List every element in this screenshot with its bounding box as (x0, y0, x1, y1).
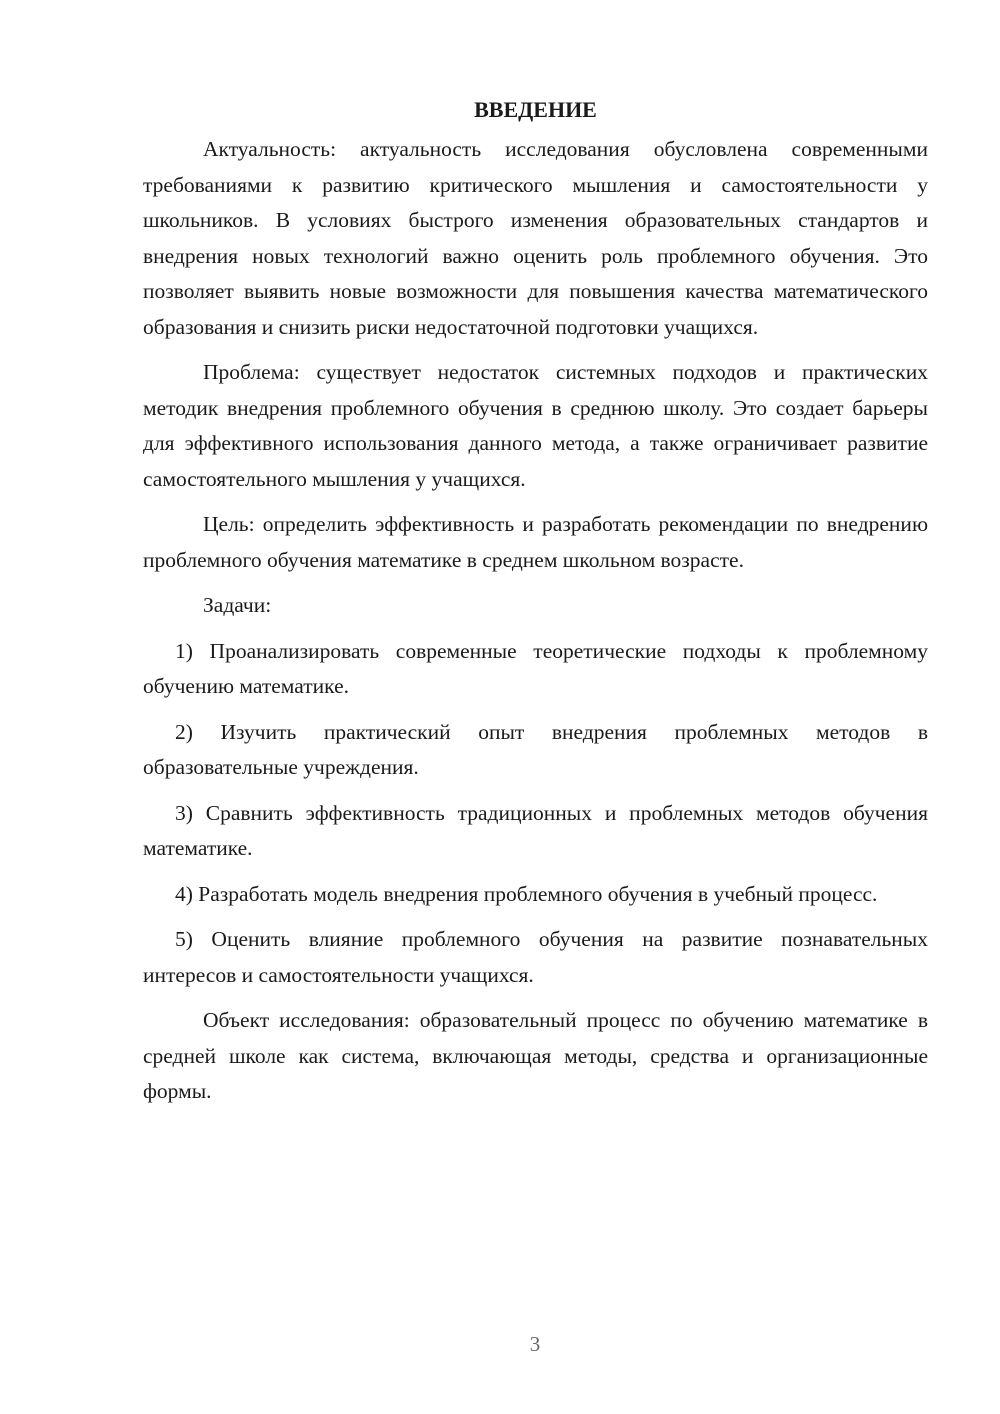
task-item: 1) Проанализировать современные теоретические подходы к проблемному обучению математике. (143, 638, 928, 698)
relevance-paragraph: Актуальность: актуальность исследования обусловлена современными требованиями к развитию критического мышления и самостоятельности у школьников. В условиях быстрого изменения образовательных стандартов и внедрения новых технологий важно оценить роль проблемного обучения. Это позволяет выявить новые возможности для повышения качества математического образования и снизить риски недостаточной подготовки учащихся. (143, 137, 928, 339)
task-item: 3) Сравнить эффективность традиционных и проблемных методов обучения математике. (143, 800, 928, 860)
problem-paragraph: Проблема: существует недостаток системных подходов и практических методик внедрения проблемного обучения в среднюю школу. Это создает барьеры для эффективного использования данного метода, а также ограничивает развитие самостоятельного мышления у учащихся. (143, 360, 928, 491)
page-title: ВВЕДЕНИЕ (474, 97, 597, 122)
goal-paragraph: Цель: определить эффективность и разработать рекомендации по внедрению проблемного обучения математике в среднем школьном возрасте. (143, 512, 928, 572)
task-item: 2) Изучить практический опыт внедрения проблемных методов в образовательные учреждения. (143, 719, 928, 779)
object-paragraph: Объект исследования: образовательный процесс по обучению математике в средней школе как система, включающая методы, средства и организационные формы. (143, 1008, 928, 1103)
task-item: 4) Разработать модель внедрения проблемного обучения в учебный процесс. (175, 881, 878, 906)
tasks-heading: Задачи: (203, 593, 272, 617)
document-page (143, 92, 928, 1120)
page-number: 3 (529, 1332, 541, 1356)
task-item: 5) Оценить влияние проблемного обучения на развитие познавательных интересов и самостоятельности учащихся. (143, 927, 928, 987)
